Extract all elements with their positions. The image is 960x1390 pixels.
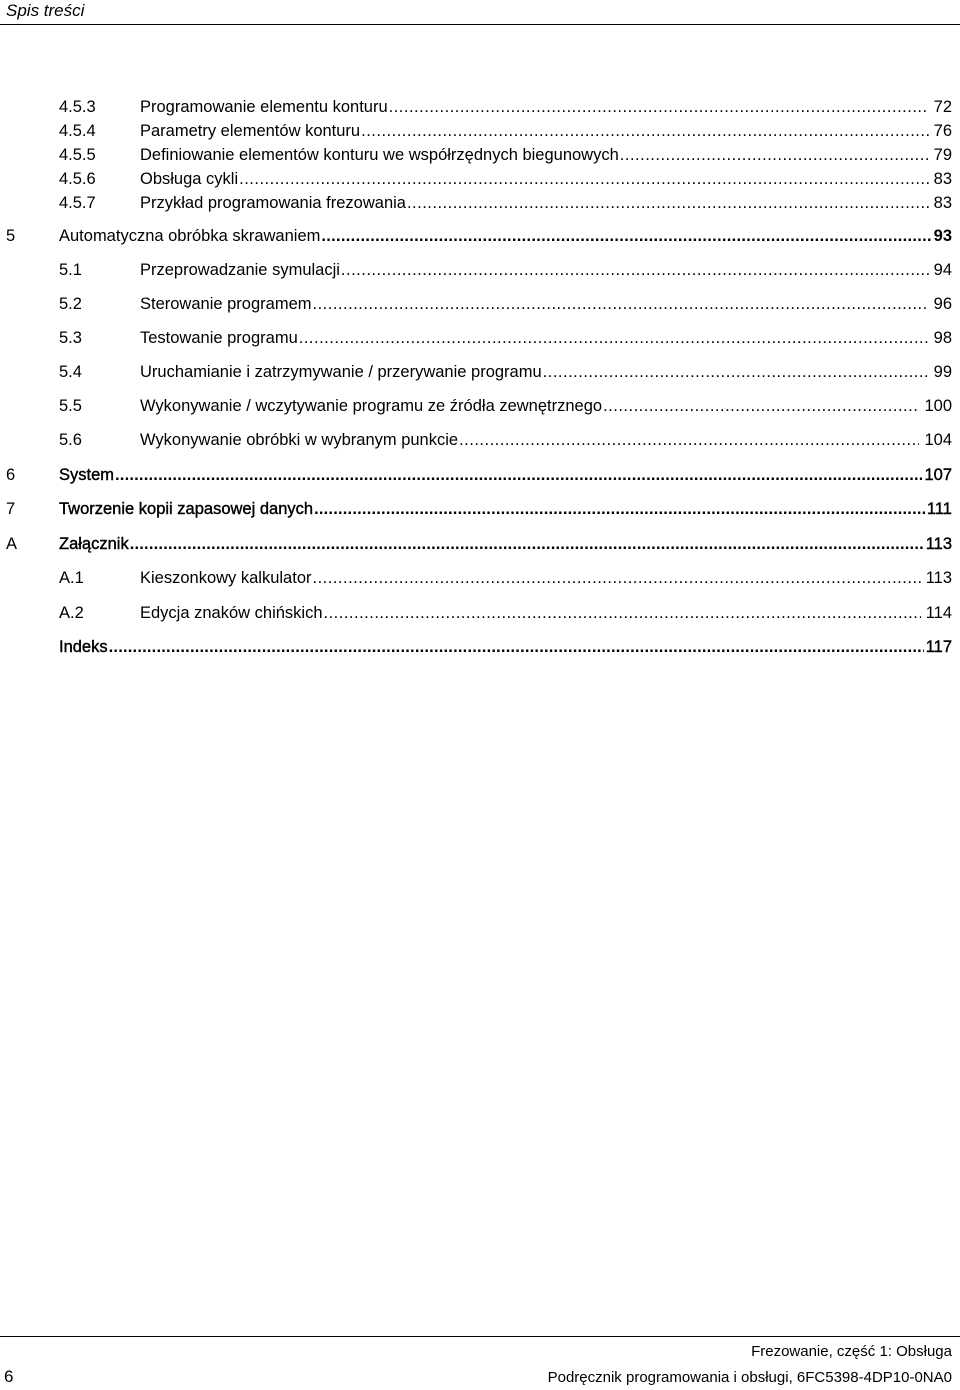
toc-entry-number: 5.3	[59, 329, 82, 347]
toc-entry-page: 111	[926, 500, 952, 518]
toc-entry[interactable]	[0, 326, 960, 350]
toc-entry-page: 72	[933, 98, 952, 116]
toc-entry[interactable]	[0, 635, 960, 659]
toc-entry[interactable]	[0, 394, 960, 418]
toc-dot-leader	[130, 532, 924, 556]
toc-entry-title: Kieszonkowy kalkulator	[140, 569, 312, 587]
toc-entry-page: 76	[933, 122, 952, 140]
toc-entry-number: 5.2	[59, 295, 82, 313]
toc-entry-page: 99	[933, 363, 952, 381]
footer-rule	[0, 1336, 960, 1337]
toc-entry[interactable]	[0, 224, 960, 248]
toc-entry[interactable]	[0, 463, 960, 487]
toc-entry-title: Wykonywanie obróbki w wybranym punkcie	[140, 431, 459, 449]
toc-entry-page: 114	[925, 604, 952, 622]
toc-entry-page: 83	[933, 170, 952, 188]
toc-entry-number: 4.5.5	[59, 146, 96, 164]
toc-entry-number: 4.5.7	[59, 194, 96, 212]
toc-entry[interactable]	[0, 143, 960, 167]
toc-entry-title: Automatyczna obróbka skrawaniem	[59, 227, 321, 245]
toc-dot-leader	[341, 258, 929, 282]
toc-entry-title: Obsługa cykli	[140, 170, 239, 188]
toc-entry-title: Uruchamianie i zatrzymywanie / przerywanie programu	[140, 363, 542, 381]
toc-entry-number: 4.5.3	[59, 98, 96, 116]
toc-entry-number: 4.5.4	[59, 122, 96, 140]
toc-entry-title: Sterowanie programem	[140, 295, 312, 313]
toc-entry-title: Tworzenie kopii zapasowej danych	[59, 500, 314, 518]
toc-entry[interactable]	[0, 428, 960, 452]
toc-entry-title: Wykonywanie / wczytywanie programu ze źródła zewnętrznego	[140, 397, 603, 415]
toc-entry-title: Parametry elementów konturu	[140, 122, 361, 140]
toc-entry-page: 100	[924, 397, 952, 415]
toc-entry-number: 5.1	[59, 261, 82, 279]
header-rule	[0, 24, 960, 25]
toc-entry-number: A.2	[59, 604, 84, 622]
toc-entry-title: System	[59, 466, 115, 484]
toc-entry[interactable]	[0, 292, 960, 316]
toc-dot-leader	[239, 167, 929, 191]
toc-entry-page: 83	[933, 194, 952, 212]
toc-dot-leader	[321, 224, 931, 248]
toc-dot-leader	[361, 119, 929, 143]
toc-entry-title: Programowanie elementu konturu	[140, 98, 388, 116]
toc-dot-leader	[314, 497, 925, 521]
toc-entry-page: 117	[925, 638, 952, 656]
toc-dot-leader	[299, 326, 929, 350]
toc-entry[interactable]	[0, 601, 960, 625]
toc-dot-leader	[620, 143, 929, 167]
toc-dot-leader	[407, 191, 929, 215]
toc-dot-leader	[313, 292, 929, 316]
toc-dot-leader	[115, 463, 922, 487]
toc-entry-page: 107	[924, 466, 952, 484]
toc-dot-leader	[109, 635, 924, 659]
footer-document-id: Podręcznik programowania i obsługi, 6FC5398-4DP10-0NA0	[547, 1369, 952, 1386]
toc-dot-leader	[313, 566, 921, 590]
toc-entry-number: 5.4	[59, 363, 82, 381]
toc-entry[interactable]	[0, 119, 960, 143]
toc-entry[interactable]	[0, 95, 960, 119]
toc-dot-leader	[324, 601, 921, 625]
toc-entry-page: 79	[933, 146, 952, 164]
toc-entry-page: 93	[933, 227, 952, 245]
toc-entry-title: Załącznik	[59, 535, 129, 553]
toc-entry-page: 113	[925, 569, 952, 587]
toc-entry-page: 96	[933, 295, 952, 313]
footer-page-number: 6	[4, 1367, 14, 1386]
toc-entry-number: 5	[6, 227, 16, 245]
toc-entry[interactable]	[0, 191, 960, 215]
toc-entry-title: Definiowanie elementów konturu we współrzędnych biegunowych	[140, 146, 619, 164]
toc-entry-title: Przeprowadzanie symulacji	[140, 261, 340, 279]
running-header: Spis treści	[6, 1, 85, 20]
toc-entry-title: Edycja znaków chińskich	[140, 604, 323, 622]
toc-entry-number: A.1	[59, 569, 84, 587]
toc-entry-page: 113	[925, 535, 952, 553]
toc-entry-title: Indeks	[59, 638, 108, 656]
toc-entry-title: Przykład programowania frezowania	[140, 194, 406, 212]
footer-document-part: Frezowanie, część 1: Obsługa	[751, 1343, 952, 1360]
toc-entry[interactable]	[0, 258, 960, 282]
toc-entry-number: 7	[6, 500, 16, 518]
toc-entry-title: Testowanie programu	[140, 329, 298, 347]
toc-entry[interactable]	[0, 167, 960, 191]
toc-entry[interactable]	[0, 566, 960, 590]
toc-entry-page: 98	[933, 329, 952, 347]
toc-entry[interactable]	[0, 360, 960, 384]
toc-dot-leader	[543, 360, 929, 384]
toc-entry[interactable]	[0, 497, 960, 521]
toc-entry-number: 6	[6, 466, 16, 484]
toc-entry-number: 4.5.6	[59, 170, 96, 188]
toc-entry-page: 104	[924, 431, 952, 449]
toc-dot-leader	[603, 394, 919, 418]
toc-dot-leader	[389, 95, 929, 119]
toc-entry[interactable]	[0, 532, 960, 556]
toc-entry-page: 94	[933, 261, 952, 279]
toc-entry-number: 5.6	[59, 431, 82, 449]
toc-dot-leader	[459, 428, 919, 452]
toc-entry-number: A	[6, 535, 18, 553]
toc-entry-number: 5.5	[59, 397, 82, 415]
